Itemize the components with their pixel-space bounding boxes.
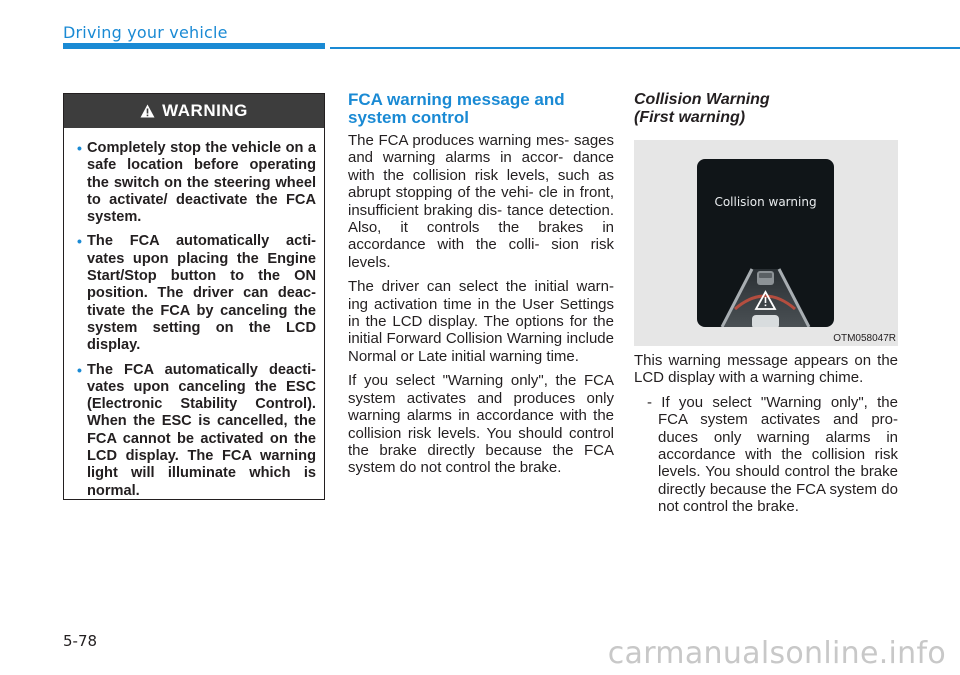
lcd-message: Collision warning: [714, 195, 817, 209]
road-scene-illustration: [697, 159, 834, 327]
warning-item-text: The FCA automatically deacti- vates upon canceling the ESC (Electronic Stability Control). When the ESC is cancelled, the FCA cannot be activated on the LCD display. The FCA warning light will illuminate which is normal.: [87, 361, 316, 499]
body-paragraph: If you select "Warning only", the FCA system activates and produces only warning alarms in accordance with the collision risk levels. You should control the brake directly because the FCA system do not control the brake.: [348, 372, 614, 477]
warning-list: [64, 128, 324, 500]
fca-heading: FCA warning message and system control: [348, 90, 565, 127]
right-column-body: [634, 352, 898, 516]
warning-item-text: Completely stop the vehicle on a safe location before operating the switch on the steering wheel to activate/ deactivate the FCA system.: [87, 140, 316, 226]
body-paragraph: The FCA produces warning mes- sages and warning alarms in accor- dance with the collision risk levels, such as abrupt stopping of the vehi- cle in front, insufficient braking dis- tance detection. Also, it controls the brakes in accordance with the colli- sion risk levels.: [348, 132, 614, 271]
lcd-figure: [634, 140, 898, 346]
sub-item: - If you select "Warning only", the FCA system activates and pro- duces only warning alarms in accordance with the collision risk levels. You should control the brake directly because the FCA system do not control the brake.: [647, 393, 898, 516]
right-column-heading: [634, 91, 898, 127]
section-title: Driving your vehicle: [63, 23, 228, 42]
warning-triangle-icon: [140, 104, 155, 118]
bullet-icon: •: [77, 140, 82, 156]
header-rule-thin: [330, 47, 960, 49]
lcd-screen: [697, 159, 834, 327]
collision-warning-subheading: (First warning): [634, 109, 746, 126]
warning-item: [78, 233, 316, 354]
header-rule-thick: [63, 43, 325, 49]
warning-item: [78, 362, 316, 500]
bullet-icon: •: [77, 233, 82, 250]
body-paragraph: The driver can select the initial warn- ing activation time in the User Settings in the LCD display. The options for the initial Forward Collision Warning include Normal or Late initial warning time.: [348, 278, 614, 365]
collision-warning-heading: Collision Warning: [634, 91, 770, 108]
warning-header: [64, 94, 324, 128]
warning-item-text: The FCA automatically acti- vates upon placing the Engine Start/Stop button to the ON position. The driver can deac- tivate the FCA by canceling the system setting on the LCD display.: [87, 233, 316, 354]
warning-title: WARNING: [162, 101, 248, 120]
warning-item: [78, 140, 316, 226]
body-paragraph: This warning message appears on the LCD display with a warning chime.: [634, 352, 898, 387]
watermark: carmanualsonline.info: [607, 636, 946, 671]
page-number: 5-78: [63, 632, 98, 650]
figure-code: OTM058047R: [833, 333, 896, 344]
bullet-icon: •: [77, 361, 82, 378]
middle-column: [348, 91, 614, 484]
warning-box: [63, 93, 325, 500]
